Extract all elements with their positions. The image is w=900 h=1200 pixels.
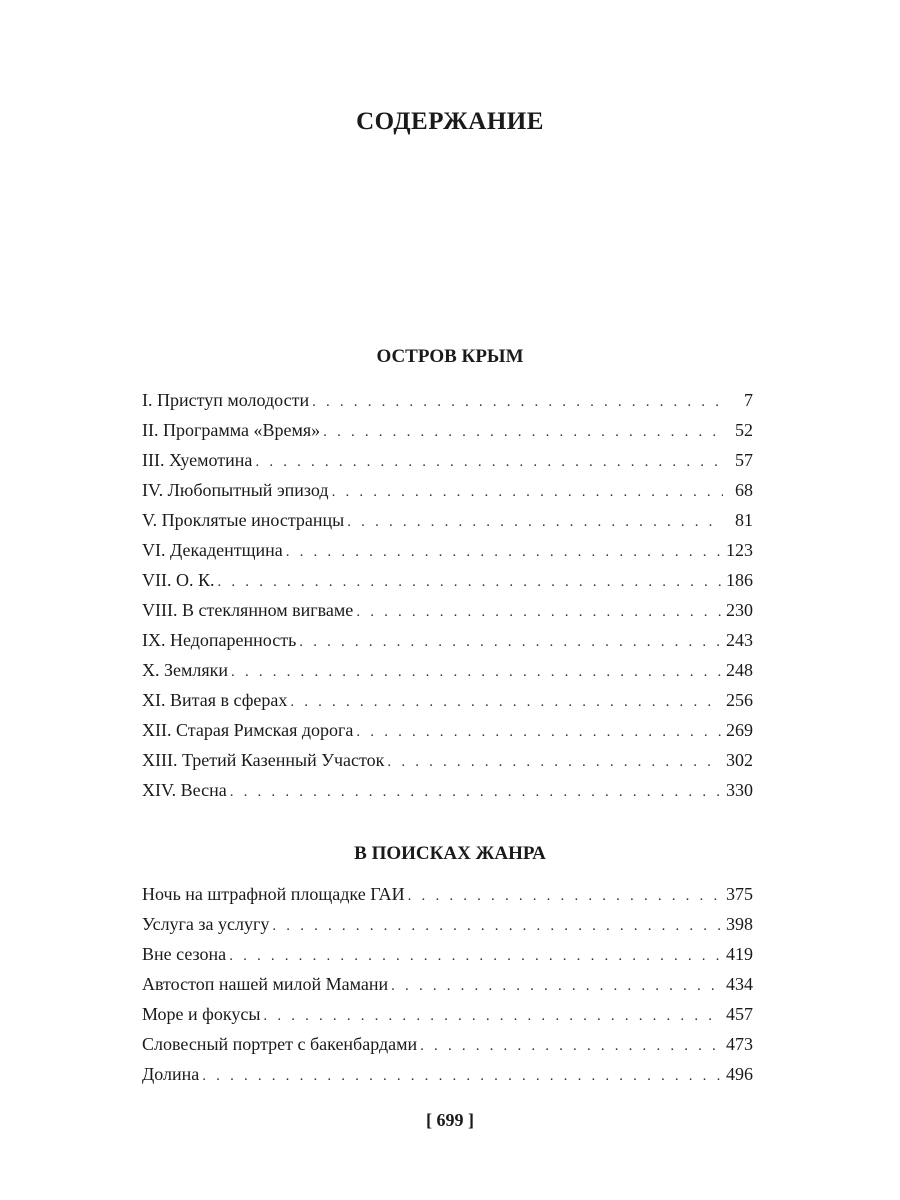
toc-entry-page: 269 xyxy=(726,720,753,740)
dot-leader xyxy=(231,657,722,687)
toc-entry-page: 7 xyxy=(744,390,753,410)
dot-leader xyxy=(387,747,722,777)
toc-entry-title: Ночь на штрафной площадке ГАИ xyxy=(142,884,405,904)
toc-entry[interactable] xyxy=(142,565,753,595)
dot-leader xyxy=(408,881,722,911)
dot-leader xyxy=(391,971,722,1001)
dot-leader xyxy=(218,567,723,597)
dot-leader xyxy=(229,941,722,971)
dot-leader xyxy=(323,417,723,447)
toc-entry[interactable] xyxy=(142,715,753,745)
dot-leader xyxy=(230,777,722,807)
toc-entry-title: III. Хуемотина xyxy=(142,450,253,470)
toc-entry-page: 52 xyxy=(735,420,753,440)
toc-entry-title: IX. Недопаренность xyxy=(142,630,297,650)
toc-entry-title: Словесный портрет с бакенбардами xyxy=(142,1034,418,1054)
toc-entry-page: 434 xyxy=(726,974,753,994)
toc-entry-page: 256 xyxy=(726,690,753,710)
page-number: [ 699 ] xyxy=(426,1110,474,1130)
dot-leader xyxy=(347,507,723,537)
toc-entry[interactable] xyxy=(142,745,753,775)
toc-entry-page: 68 xyxy=(735,480,753,500)
toc-entry-page: 419 xyxy=(726,944,753,964)
dot-leader xyxy=(202,1061,722,1091)
dot-leader xyxy=(312,387,723,417)
toc-entry[interactable] xyxy=(142,655,753,685)
toc-entry-title: VI. Декадентщина xyxy=(142,540,283,560)
toc-entry-title: Вне сезона xyxy=(142,944,227,964)
toc-entry-title: VIII. В стеклянном вигваме xyxy=(142,600,354,620)
toc-entry[interactable] xyxy=(142,685,753,715)
toc-entry-title: II. Программа «Время» xyxy=(142,420,321,440)
toc-entry-page: 248 xyxy=(726,660,753,680)
toc-entry[interactable] xyxy=(142,999,753,1029)
toc-entry[interactable] xyxy=(142,415,753,445)
toc-entry-page: 302 xyxy=(726,750,753,770)
toc-entry-page: 457 xyxy=(726,1004,753,1024)
section-title-v-poiskah-zhanra: В ПОИСКАХ ЖАНРА xyxy=(354,843,546,864)
dot-leader xyxy=(332,477,723,507)
toc-entry[interactable] xyxy=(142,535,753,565)
toc-entry-page: 186 xyxy=(726,570,753,590)
dot-leader xyxy=(272,911,722,941)
section-title-ostrov-krym: ОСТРОВ КРЫМ xyxy=(376,346,524,367)
toc-entry[interactable] xyxy=(142,475,753,505)
toc-entry-page: 230 xyxy=(726,600,753,620)
toc-entry-title: XII. Старая Римская дорога xyxy=(142,720,354,740)
toc-entry-title: X. Земляки xyxy=(142,660,229,680)
toc-entry[interactable] xyxy=(142,939,753,969)
toc-entry[interactable] xyxy=(142,625,753,655)
toc-entry-page: 496 xyxy=(726,1064,753,1084)
page-title: СОДЕРЖАНИЕ xyxy=(356,108,544,135)
toc-entry-page: 123 xyxy=(726,540,753,560)
dot-leader xyxy=(290,687,722,717)
toc-entry-page: 57 xyxy=(735,450,753,470)
toc-entry-title: Автостоп нашей милой Мамани xyxy=(142,974,389,994)
toc-entry-title: XIII. Третий Казенный Участок xyxy=(142,750,385,770)
toc-entry-page: 243 xyxy=(726,630,753,650)
toc-entry[interactable] xyxy=(142,1059,753,1089)
dot-leader xyxy=(420,1031,722,1061)
toc-entry[interactable] xyxy=(142,909,753,939)
toc-entry-title: VII. О. К. xyxy=(142,570,215,590)
toc-entry[interactable] xyxy=(142,445,753,475)
toc-entry-page: 81 xyxy=(735,510,753,530)
toc-entry-page: 330 xyxy=(726,780,753,800)
toc-entry-title: Услуга за услугу xyxy=(142,914,270,934)
toc-entry[interactable] xyxy=(142,775,753,805)
toc-entry[interactable] xyxy=(142,385,753,415)
toc-list-v-poiskah-zhanra xyxy=(142,879,753,1089)
dot-leader xyxy=(286,537,722,567)
dot-leader xyxy=(299,627,722,657)
toc-entry[interactable] xyxy=(142,595,753,625)
toc-list-ostrov-krym xyxy=(142,385,753,805)
toc-entry-page: 473 xyxy=(726,1034,753,1054)
dot-leader xyxy=(263,1001,722,1031)
toc-entry-page: 375 xyxy=(726,884,753,904)
dot-leader xyxy=(255,447,723,477)
toc-entry-title: Море и фокусы xyxy=(142,1004,261,1024)
dot-leader xyxy=(356,717,722,747)
toc-entry[interactable] xyxy=(142,1029,753,1059)
toc-entry-title: XIV. Весна xyxy=(142,780,227,800)
toc-entry[interactable] xyxy=(142,505,753,535)
dot-leader xyxy=(356,597,722,627)
toc-entry-title: V. Проклятые иностранцы xyxy=(142,510,345,530)
toc-entry[interactable] xyxy=(142,969,753,999)
toc-entry-title: XI. Витая в сферах xyxy=(142,690,288,710)
toc-entry-title: Долина xyxy=(142,1064,200,1084)
toc-entry-title: I. Приступ молодости xyxy=(142,390,310,410)
toc-entry[interactable] xyxy=(142,879,753,909)
toc-entry-page: 398 xyxy=(726,914,753,934)
toc-entry-title: IV. Любопытный эпизод xyxy=(142,480,329,500)
